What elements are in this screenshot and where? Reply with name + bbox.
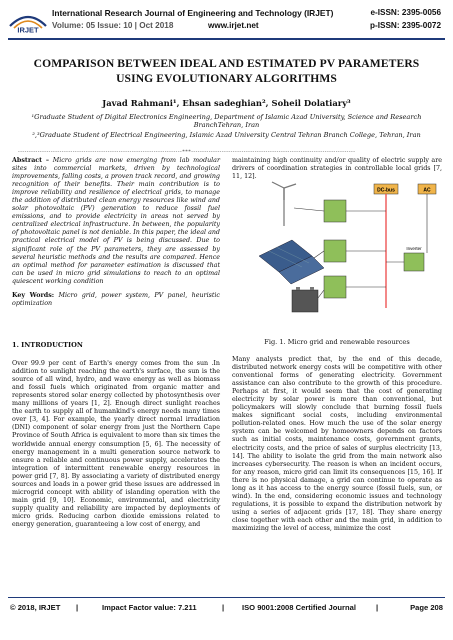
figure-caption: Fig. 1. Micro grid and renewable resources [264, 338, 410, 346]
svg-text:IRJET: IRJET [17, 25, 39, 34]
eissn: e-ISSN: 2395-0056 [370, 8, 441, 17]
right-column-bottom [232, 356, 442, 533]
affiliation-2: ²,³Graduate Student of Electrical Engineering, Islamic Azad University Central Tehran Branch College, Tehran, Iran [32, 131, 421, 139]
footer-copyright: © 2018, IRJET [10, 603, 61, 612]
journal-header [8, 6, 445, 36]
footer-iso: ISO 9001:2008 Certified Journal [242, 603, 356, 612]
footer-rule [8, 597, 445, 598]
irjet-logo [8, 6, 48, 34]
section-heading-introduction: 1. INTRODUCTION [12, 341, 83, 349]
abstract-text: Micro grids are now emerging from lab modular sites into commercial markets, driven by technological improvements, falling costs, a proven track record, and growing recognition of their benefits. Their main contribution is to improve reliability and resilience of electrical grids, to manage the addition of distributed clean energy resources like wind and solar photovoltaic (PV) generation to reduce fossil fuel emissions, and to provide electricity in areas not served by centralized electrical infrastructure. In between, the popularity of photovoltaic panel is not deniable. In this paper, the ideal and practical electrical model of PV is being discussed. Due to significant role of the PV parameters, they are assessed by several heuristic methods and the results are compared. Hence an optimal method for parameter estimation is discussed that can be used in micro grid simulations to reach to an optimal quiescent working condition [12, 157, 220, 285]
abstract [12, 157, 220, 286]
footer-page-number: Page 208 [410, 603, 443, 612]
journal-website[interactable]: www.irjet.net [208, 21, 259, 30]
ac-label: AC [423, 187, 431, 194]
footer-impact-factor: Impact Factor value: 7.211 [102, 603, 197, 612]
battery-icon [292, 287, 318, 312]
keywords-label: Key Words: [12, 291, 55, 299]
keywords [12, 292, 220, 308]
solar-panel-array-icon [259, 240, 324, 284]
section-separator: ---------------------------------------------------------------------------***--------------------------------------------------------------------------- [18, 149, 356, 155]
inverter-box [404, 253, 424, 271]
intro-column-left [12, 341, 220, 529]
converter-box-3 [324, 276, 346, 298]
journal-name: International Research Journal of Engineering and Technology (IRJET) [52, 8, 334, 18]
left-column [12, 157, 220, 308]
paper-authors: Javad Rahmani¹, Ehsan sadeghian², Soheil Dolatiary³ [102, 98, 351, 108]
abstract-label: Abstract – [12, 157, 50, 164]
microgrid-figure [254, 178, 439, 328]
paper-page: IRJET International Research Journal of Engineering and Technology (IRJET) Volume: 05 Issue: 10 | Oct 2018 www.irjet.net e-ISSN: 2395-0056 p-ISSN: 2395-0072 COMPARISON BETWEEN IDEAL AND ESTIMATED PV PARAMETERS USING EVOLUTIONARY ALGORITHMS Javad Rahmani¹, Ehsan sadeghian², Soheil Dolatiary³ ¹Graduate Student of Digital Electronics Engineering, Department of Islamic Azad University, Science and Research BranchTehran, Iran ²,³Graduate Student of Electrical Engineering, Islamic Azad University Central Tehran Branch College, Tehran, Iran ---------------------------------------------------------------------------***--------------------------------------------------------------------------- Abstract – Micro grids are now emerging from lab modular sites into commercial markets, driven by technological improvements, falling costs, a proven track record, and growing recognition of their benefits. Their main contribution is to improve reliability and resilience of electrical grids, to manage the addition of distributed clean energy resources like wind and solar photovoltaic (PV) generation to reduce fossil fuel emissions, and to provide electricity in areas not served by centralized electrical infrastructure. In between, the popularity of photovoltaic panel is not deniable. In this paper, the ideal and practical electrical model of PV is being discussed. Due to significant role of the PV parameters, they are assessed by several heuristic methods and the results are compared. Hence an optimal method for parameter estimation is discussed that can be used in micro grid simulations to reach to an optimal quiescent working condition Key Words: Micro grid, power system, PV panel, heuristic optimization 1. INTRODUCTION Over 99.9 per cent of Earth's energy comes from the sun .In addition to sunlight reaching the earth's surface, the sun is the source of all wind, hydro, and wave energy as well as biomass and fossil fuels which originated from organic matter and represents stored solar energy collected by photosynthesis over many millions of years [1, 2]. Enough direct sunlight reaches the earth to supply all of humankind's energy needs many times over [3, 4]. For example, the yearly direct normal irradiation (DNI) component of solar energy from just the Northern Cape Province of South Africa is equivalent to more than six times the worldwide annual energy consumption [5, 6]. The necessity of energy management in a multi generation source network to ensure a reliable and continuous power supply, accelerates the integration of intermittent renewable energy resources in power grid [7, 8]. By associating a variety of distributed energy sources and loads in a power grid these issues are addressed in microgrid concept with ability of islanding operation with the main grid [9, 10]. Economic, environmental, and electricity supply quality and reliability are impacted by deployments of micro grids. Reducing carbon dioxide emissions related to energy generation, guaranteeing a low cost of energy, and maintaining high continuity and/or quality of electric supply are drivers of coordination strategies in controllable local grids [7, 11, 12]. DC-bus AC Inverter Fig. 1. Micro grid and renewable resources Many analysts predict that, by the end of this decade, distributed network energy costs will be competitive with other conventional forms of generating electricity. Government assistance can also contribute to the growth of this procedure. Perhaps at first, it would seem that the cost of generating electricity by solar power is more than conventional, but policymakers will slowly conclude that burning fossil fuels makes significant social costs, including environmental pollution-related ones. How much the use of the solar energy system can be welcomed by homeowners depends on factors such as initial costs, maintenance costs, government grants, electricity costs, and the price of sales of surplus electricity [13, 14]. The ability to isolate the grid from the main network also increases cybersecurity. The reason is when an incident occurs, for any reason, micro grid can limit its consequences [15, 16]. If there is no physical damage, a grid can continue to operate as long as it has access to the energy source (fossil fuels, sun, or wind). In the end, considering economic issues and technology regulations, it is possible to expand the distribution network by using a series of adjacent grids [17, 18]. They share energy close together with each other and the main grid, in addition to maximizing the level of access, minimize the cost © 2018, IRJET | Impact Factor value: 7.211 | ISO 9001:2008 Certified Journal | Page 208 [0, 0, 453, 640]
converter-box-1 [324, 200, 346, 222]
pissn: p-ISSN: 2395-0072 [370, 21, 441, 30]
right-paragraph: Many analysts predict that, by the end of this decade, distributed network energy costs will be competitive with other conventional forms of generating electricity. Government assistance can also contribute to the growth of this procedure. Perhaps at first, it would seem that the cost of generating electricity by solar power is more than conventional, but policymakers will slowly conclude that burning fossil fuels makes significant social costs, including environmental pollution-related ones. How much the use of the solar energy system can be welcomed by homeowners depends on factors such as initial costs, maintenance costs, government grants, electricity costs, and the price of sales of surplus electricity [13, 14]. The ability to isolate the grid from the main network also increases cybersecurity. The reason is when an incident occurs, for any reason, micro grid can limit its consequences [15, 16]. If there is no physical damage, a grid can continue to operate as long as it has access to the energy source (fossil fuels, sun, or wind). In the end, considering economic issues and technology regulations, it is possible to expand the distribution network by using a series of adjacent grids [17, 18]. They share energy close together with each other and the main grid, in addition to maximizing the level of access, minimize the cost [232, 356, 442, 532]
intro-paragraph: Over 99.9 per cent of Earth's energy comes from the sun .In addition to sunlight reaching the earth's surface, the sun is the source of all wind, hydro, and wave energy as well as biomass and fossil fuels which originated from organic matter and represents stored solar energy collected by photosynthesis over many millions of years [1, 2]. Enough direct sunlight reaches the earth to supply all of humankind's energy needs many times over [3, 4]. For example, the yearly direct normal irradiation (DNI) component of solar energy from just the Northern Cape Province of South Africa is equivalent to more than six times the worldwide annual energy consumption [5, 6]. The necessity of energy management in a multi generation source network to ensure a reliable and continuous power supply, accelerates the integration of intermittent renewable energy resources in power grid [7, 8]. By associating a variety of distributed energy sources and loads in a power grid these issues are addressed in microgrid concept with ability of islanding operation with the main grid [9, 10]. Economic, environmental, and electricity supply quality and reliability are impacted by deployments of micro grids. Reducing carbon dioxide emissions related to energy generation, guaranteeing a low cost of energy, and [12, 360, 220, 528]
keywords-text: Micro grid, power system, PV panel, heuristic optimization [12, 291, 220, 307]
header-rule [8, 38, 445, 40]
converter-box-2 [324, 240, 346, 262]
journal-volume: Volume: 05 Issue: 10 | Oct 2018 [52, 21, 174, 30]
inverter-label: Inverter [406, 246, 422, 251]
affiliation-1: ¹Graduate Student of Digital Electronics Engineering, Department of Islamic Azad University, Science and Research BranchTehran, Iran [31, 113, 422, 130]
wind-turbine-icon [272, 182, 296, 226]
paper-title: COMPARISON BETWEEN IDEAL AND ESTIMATED PV PARAMETERS USING EVOLUTIONARY ALGORITHMS [33, 57, 420, 85]
intro-continuation: maintaining high continuity and/or quality of electric supply are drivers of coordination strategies in controllable local grids [7, 11, 12]. [232, 157, 442, 181]
dc-bus-label: DC-bus [377, 187, 395, 194]
